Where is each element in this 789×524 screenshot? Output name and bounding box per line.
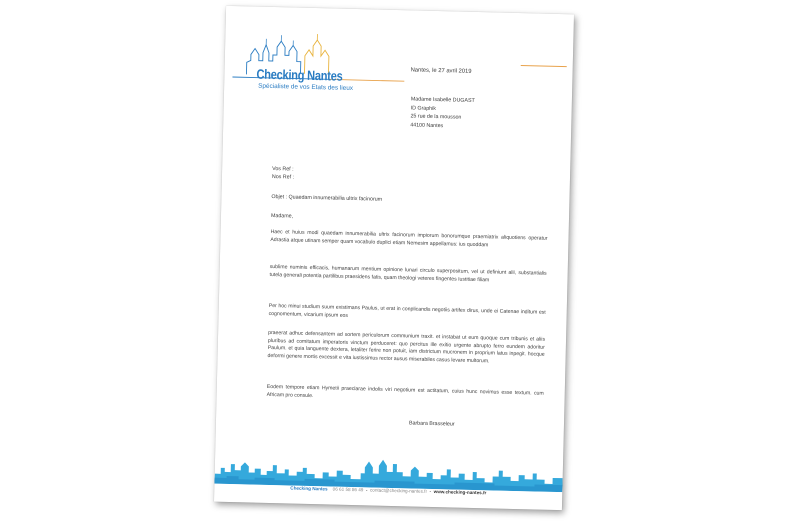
header-accent-rule bbox=[521, 65, 567, 67]
letterhead-sheet bbox=[214, 6, 574, 510]
footer-phone: 06 61 58 86 49 bbox=[332, 486, 364, 493]
reference-block bbox=[272, 166, 294, 183]
recipient-company: ID Graphik bbox=[410, 104, 437, 112]
recipient-city: 44100 Nantes bbox=[410, 122, 444, 129]
recipient-street: 25 rue de la mousson bbox=[410, 113, 462, 121]
brand-logo bbox=[232, 24, 424, 109]
footer-contact: Checking Nantes 06 61 58 86 49 - contact@checking-nantes.fr - www.checking-nantes.fr bbox=[290, 485, 487, 496]
body-paragraph: praeerat adhuc defensantem ad sortem periculorum communium traxit. et instabat ut eum quoque cum tribunis et aliis pluribus ad comitatum imperatoris vinctum perduceret: quo percitus ille exitio urgente abrupto ferro eundem adoritur Paulum. et quia languente dextera, letaliter ferire non potuit, iam districtum mucronem in proprium latus inpegit. hocque deformi genere mortis excessit e vita iustissimus rector ausus miserabiles casus levare multorum. bbox=[267, 329, 546, 365]
body-paragraph: Per hoc minui studium suum existimans Paulus, ut erat in conplicandis negotiis artifex dirus, unde ei Catenae inditum est cognomentum, vicarium ipsum eos bbox=[268, 302, 546, 319]
body-paragraph: Eodem tempore etiam Hymetii praeclarae indolis viri negotium est actitatum, cuius hunc novimus esse textum. cum Africam pro consule. bbox=[266, 383, 544, 399]
brand-name: Checking Nantes bbox=[256, 66, 343, 84]
footer-email: contact@checking-nantes.fr bbox=[369, 487, 428, 494]
letter-date: Nantes, le 27 avril 2019 bbox=[410, 67, 472, 75]
recipient-name: Madame Isabelle DUGAST bbox=[410, 96, 475, 104]
signature-name: Barbara Brasseleur bbox=[408, 420, 455, 428]
body-paragraph: Haec et huius modi quaedam innumerabilia ultrix facinorum impiorum bonorumque praemiatrix aliquotiens operatur Adrastia atque utinam semper quam vocabulo duplici etiam Nemesim appellamus: ius quoddam bbox=[270, 228, 548, 248]
footer-website: www.checking-nantes.fr bbox=[433, 489, 487, 496]
body-paragraph: sublime numinis efficacis, humanarum mentium opinione lunari circulo superpositum, vel ut definiunt alii, substantialis tutela generali potentia partilibus praesidens fatis, quam theologi veteres fingentes Iustitiae filiam bbox=[269, 263, 547, 283]
letter-salutation: Madame, bbox=[270, 212, 294, 220]
vos-ref: Vos Ref : bbox=[272, 165, 294, 173]
recipient-address bbox=[410, 96, 475, 132]
nos-ref: Nos Ref : bbox=[271, 174, 295, 181]
brand-tagline: Spécialiste de vos Etats des lieux bbox=[258, 82, 354, 92]
letter-subject: Objet : Quaedam innumerabilia ultrix facinorum bbox=[271, 193, 383, 203]
footer-brand: Checking Nantes bbox=[290, 485, 328, 492]
